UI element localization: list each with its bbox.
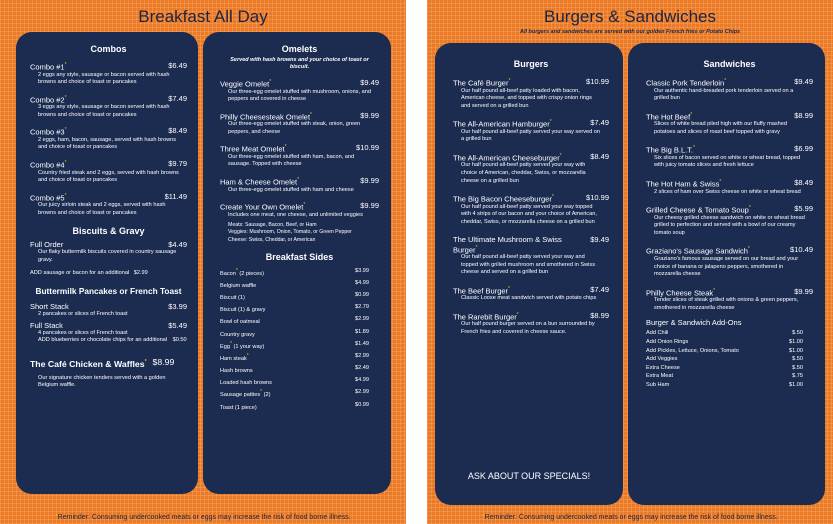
side-row (220, 303, 369, 315)
item-price: $9.49 (794, 77, 813, 86)
menu-item (646, 287, 813, 313)
menu-item (220, 201, 379, 219)
menu-item (30, 192, 187, 218)
side-name: Ham steak* (220, 352, 249, 362)
side-name: Biscuit (1) (220, 295, 245, 302)
sides-title: Breakfast Sides (265, 251, 334, 262)
star-icon: * (64, 62, 67, 68)
pancakes-addon (30, 337, 187, 345)
item-desc: Graziano's famous sausage served on our bread and your choice of banana or jalapeno peppers, smothered in mozzarella cheese (654, 255, 799, 278)
menu-item (30, 126, 187, 152)
star-icon: * (690, 111, 693, 118)
addon-name: Extra Meat (646, 373, 674, 380)
item-name: Combo #3* (30, 127, 67, 137)
side-price: $0.99 (355, 401, 369, 408)
star-icon: * (516, 311, 519, 318)
item-desc: Slices of white bread piled high with our fluffy mashed potatoes and slices of roast beef topped with gravy (654, 121, 787, 135)
star-icon: * (559, 152, 562, 159)
star-icon: * (64, 192, 67, 199)
star-icon: * (284, 144, 287, 151)
addons-list (646, 329, 803, 389)
side-price: $2.99 (355, 352, 369, 359)
addon-price: $1.00 (789, 381, 803, 388)
item-name: The Café Burger* (453, 78, 511, 88)
item-name: Three Meat Omelet* (220, 144, 287, 154)
side-row (220, 401, 369, 413)
item-price: $11.49 (164, 191, 187, 201)
side-name: Loaded hash browns (220, 380, 272, 387)
side-name: Sausage patties* (2) (220, 389, 271, 399)
item-price: $8.49 (590, 151, 609, 161)
item-name: The Hot Ham & Swiss* (646, 179, 722, 189)
biscuits-addon (30, 270, 187, 278)
menu-item (453, 193, 609, 226)
star-icon: * (310, 111, 312, 118)
side-name: Hash browns (220, 367, 253, 374)
omelet-options (220, 222, 379, 244)
item-price: $5.99 (794, 204, 813, 214)
item-price: $6.99 (794, 144, 813, 154)
item-price: $7.49 (590, 284, 609, 294)
full-stack-item (30, 321, 187, 338)
item-price: $7.49 (590, 118, 609, 128)
item-name: Combo #4* (30, 160, 67, 170)
menu-item (453, 285, 609, 303)
item-desc: Our half pound burger served on a bun surrounded by French fries and covered in cheese sauce. (461, 321, 595, 335)
star-icon: * (297, 177, 300, 184)
star-icon: * (549, 119, 552, 126)
side-row (220, 364, 369, 376)
star-icon: * (64, 94, 67, 101)
omelets-title: Omelets (281, 44, 318, 54)
star-icon: * (747, 246, 750, 253)
sandwiches-title: Sandwiches (703, 59, 756, 69)
item-desc: Our authentic hand-breaded pork tenderloin served on a grilled bun (654, 87, 794, 102)
side-row (220, 376, 369, 388)
item-price: $9.49 (360, 78, 379, 87)
item-price: $3.99 (168, 302, 187, 312)
star-icon: * (719, 179, 722, 186)
side-price: $1.49 (355, 340, 369, 347)
side-name: Toast (1 piece) (220, 404, 257, 411)
item-price: $10.99 (586, 193, 609, 203)
item-name: Ham & Cheese Omelet* (220, 177, 300, 187)
menu-item (30, 159, 187, 185)
star-icon: * (713, 287, 716, 294)
addon-row (646, 355, 803, 364)
addon-text: ADD sausage or bacon for an additional (30, 269, 130, 276)
addon-name: Add Veggies (646, 356, 678, 363)
side-price: $4.99 (355, 280, 369, 287)
addon-row (646, 329, 803, 338)
side-name: Biscuit (1) & gravy (220, 307, 266, 314)
item-name: The Rarebit Burger* (453, 311, 519, 322)
addon-name: Add Onion Rings (646, 339, 689, 345)
star-icon: * (724, 78, 727, 84)
item-name: The Big B.L.T.* (646, 145, 696, 155)
addon-name: Sub Ham (646, 381, 670, 388)
side-row (220, 315, 369, 327)
addon-price: $1.00 (789, 347, 803, 354)
side-name: Bacon* (2 pieces) (220, 267, 264, 277)
short-stack-item (30, 302, 187, 319)
addon-row (646, 347, 803, 356)
menu-item (453, 77, 609, 110)
addon-row (646, 364, 803, 373)
footer-reminder: *Reminder: Consuming undercooked meats or eggs may increase the risk of food borne illness. (55, 514, 351, 521)
menu-item (646, 245, 813, 278)
menu-item (453, 152, 609, 185)
breakfast-page (0, 0, 406, 524)
item-name: Full Stack (30, 320, 63, 330)
addon-price: $.75 (792, 373, 803, 380)
item-desc: Our cheesy grilled cheese sandwich on white or wheat bread grilled to perfection and served with a bowl of our creamy tomato soup (654, 214, 805, 236)
item-desc: 2 pancakes or slices of French toast (38, 311, 128, 318)
side-name: Bowl of oatmeal (220, 319, 260, 326)
addon-name: Extra Cheese (646, 364, 680, 371)
side-row (220, 279, 369, 291)
item-desc: Our signature chicken tenders served with a golden Belgium waffle. (38, 374, 166, 389)
star-icon: * (269, 79, 272, 85)
side-name: Belgium waffle (220, 282, 257, 289)
footer-reminder: *Reminder: Consuming undercooked meats or eggs may increase the risk of food borne illness. (482, 514, 778, 521)
page-subtitle: All burgers and sandwiches are served with our golden French fries or Potato Chips (519, 29, 741, 35)
item-desc: 2 eggs any style, sausage or bacon served with hash browns and choice of toast or pancakes (38, 71, 170, 86)
item-desc: Our flaky buttermilk biscuits covered in country sausage gravy. (38, 249, 177, 264)
item-name: Grilled Cheese & Tomato Soup* (646, 205, 751, 215)
menu-item (220, 143, 379, 169)
item-price: $9.99 (794, 286, 813, 296)
side-name: Country gravy (220, 331, 255, 338)
item-name: Philly Cheese Steak* (646, 287, 716, 298)
menu-item (646, 178, 813, 196)
item-name: The Ultimate Mushroom & Swiss Burger* (453, 234, 562, 255)
menu-item (220, 176, 379, 194)
item-price: $10.99 (356, 143, 379, 153)
burgers-panel (435, 43, 623, 505)
item-desc: Our three-egg omelet stuffed with steak, onion, green peppers, and cheese (228, 121, 361, 135)
menu-item (220, 78, 379, 104)
addon-price: $.50 (792, 356, 803, 363)
item-name: Veggie Omelet* (220, 79, 272, 89)
item-name: Classic Pork Tenderloin* (646, 78, 727, 88)
item-name: The All-American Cheeseburger* (453, 152, 562, 163)
sides-list (220, 267, 369, 413)
item-desc: 3 eggs any style, sausage or bacon served with hash browns and choice of toast or pancakes (38, 104, 170, 118)
side-price: $2.99 (355, 389, 369, 396)
biscuits-item (30, 240, 187, 264)
item-desc: Includes one meat, one cheese, and unlimited veggies (228, 211, 363, 218)
item-desc: 2 slices of ham over Swiss cheese on white or wheat bread (654, 188, 801, 195)
addon-price: $.50 (792, 364, 803, 371)
option-cheese: Cheese: Swiss, Cheddar, or American (228, 236, 316, 243)
item-price: $8.99 (590, 310, 609, 320)
item-desc: Our three-egg omelet stuffed with ham, bacon, and sausage. Topped with cheese (228, 153, 355, 168)
item-price: $4.49 (168, 240, 187, 250)
item-price: $10.99 (586, 77, 609, 86)
option-meats: Meats: Sausage, Bacon, Beef, or Ham (228, 222, 317, 229)
item-price: $10.49 (790, 245, 813, 255)
item-name: Combo #2* (30, 94, 67, 105)
item-price: $9.99 (360, 201, 379, 211)
side-price: $4.99 (355, 377, 369, 384)
item-desc: 2 eggs, ham, bacon, sausage, served with hash browns and choice of toast or pancakes (38, 136, 177, 151)
item-name: Philly Cheesesteak Omelet* (220, 111, 312, 122)
star-icon: * (64, 160, 67, 167)
addon-name: Add Chili (646, 330, 669, 337)
item-name: The All-American Hamburger* (453, 119, 552, 129)
side-row (220, 328, 369, 340)
item-desc: Our half pound all-beef patty served your way with choice of American, cheddar, Swiss, or mozzarella cheese on a grilled bun (461, 162, 586, 184)
addon-name: Add Pickles, Lettuce, Onions, Tomato (646, 347, 739, 354)
item-price: $9.79 (168, 159, 187, 169)
star-icon: * (693, 145, 696, 152)
item-desc: Our half pound all-beef patty served your way and topped with grilled mushroom and smothered in Swiss cheese and served on a grilled bun (461, 254, 596, 276)
specials-text: ASK ABOUT OUR SPECIALS! (467, 471, 591, 481)
omelets-panel (203, 32, 391, 494)
chicken-waffles-item (30, 357, 187, 390)
item-price: $8.99 (794, 110, 813, 120)
menu-item (453, 235, 609, 277)
side-row (220, 340, 369, 352)
item-price: $7.49 (168, 93, 187, 103)
biscuits-title: Biscuits & Gravy (72, 226, 145, 237)
item-name: Create Your Own Omelet* (220, 202, 306, 212)
item-desc: Our juicy sirloin steak and 2 eggs, served with hash browns and choice of toast or pancakes (38, 202, 166, 216)
side-row (220, 267, 369, 279)
addon-price: $1.00 (789, 339, 803, 345)
side-name: Egg* (1 your way) (220, 340, 265, 350)
combos-title: Combos (90, 44, 127, 54)
item-name: Combo #1* (30, 62, 67, 72)
star-icon: * (508, 285, 510, 292)
item-price: $9.99 (360, 176, 379, 186)
item-name: The Big Bacon Cheeseburger* (453, 194, 554, 204)
side-row (220, 291, 369, 303)
star-icon: * (64, 127, 67, 134)
item-desc: Our half pound all-beef patty served your way served on a grilled bun (461, 128, 600, 143)
item-desc: 4 pancakes or slices of French toast (38, 329, 128, 336)
item-desc: Tender slices of steak grilled with onions & green peppers, smothered in mozzarella cheese (654, 297, 799, 311)
item-desc: Our half pound all-beef patty loaded with bacon, American cheese, and topped with crispy onion rings and served on a grilled bun (461, 87, 592, 109)
addon-price: $2.99 (133, 269, 148, 276)
item-name: Combo #5* (30, 192, 67, 203)
menu-item (453, 118, 609, 144)
page-title: Breakfast All Day (138, 7, 268, 26)
menu-item (646, 144, 813, 170)
menu-item (646, 77, 813, 103)
item-price: $8.49 (168, 126, 187, 136)
addon-price: $0.50 (172, 337, 187, 344)
item-price: $8.99 (152, 356, 175, 367)
addon-row (646, 381, 803, 390)
item-price: $6.49 (168, 61, 187, 70)
menu-item (453, 311, 609, 337)
item-name: The Café Chicken & Waffles* (30, 358, 147, 369)
omelets-subtitle: Served with hash browns and your choice of toast or biscuit. (230, 57, 369, 70)
item-desc: Country fried steak and 2 eggs, served with hash browns and choice of toast or pancakes (38, 169, 179, 184)
item-desc: Classic Loose meat sandwich served with potato chips (461, 295, 597, 302)
star-icon: * (508, 78, 511, 84)
side-row (220, 388, 369, 400)
burgers-title: Burgers (513, 59, 549, 69)
side-price: $0.99 (355, 292, 369, 299)
menu-item (30, 94, 187, 120)
option-veggies: Veggies: Mushroom, Onion, Tomato, or Green Pepper (228, 229, 352, 236)
item-desc: Six slices of bacon served on white or wheat bread, topped with juicy tomato slices and fresh lettuce (654, 154, 801, 169)
addon-row (646, 372, 803, 381)
side-price: $1.89 (355, 328, 369, 335)
combos-panel (16, 32, 198, 494)
item-name: The Beef Burger* (453, 285, 510, 296)
burgers-page (427, 0, 833, 524)
side-price: $2.49 (355, 365, 369, 372)
menu-item (220, 111, 379, 137)
star-icon: * (303, 202, 306, 209)
star-icon: * (475, 244, 478, 251)
pancakes-title: Buttermilk Pancakes or French Toast (35, 286, 182, 297)
item-name: Full Order (30, 240, 64, 250)
addon-row (646, 338, 803, 347)
star-icon: * (551, 194, 554, 201)
item-desc: Our three-egg omelet stuffed with ham and cheese (228, 186, 354, 193)
star-icon: * (748, 205, 751, 212)
side-price: $2.99 (355, 316, 369, 323)
menu-item (646, 204, 813, 237)
menu-item (30, 61, 187, 87)
addon-price: $.50 (792, 330, 803, 337)
side-price: $2.79 (355, 304, 369, 311)
addons-title: Burger & Sandwich Add-Ons (646, 318, 742, 328)
item-desc: Our half pound all-beef patty served your way topped with 4 strips of our bacon and your choice of American, cheddar, Swiss, or mozzarella cheese on a grilled bun (461, 203, 597, 225)
side-price: $3.99 (355, 267, 369, 274)
item-name: The Hot Beef* (646, 111, 693, 122)
item-price: $8.49 (794, 178, 813, 188)
sandwiches-panel (628, 43, 825, 505)
item-name: Short Stack (30, 302, 69, 312)
item-price: $9.49 (590, 234, 609, 244)
page-title: Burgers & Sandwiches (544, 7, 716, 26)
addon-text: ADD blueberries or chocolate chips for an additional (38, 337, 168, 344)
item-name: Graziano's Sausage Sandwich* (646, 246, 750, 256)
menu-item (646, 111, 813, 137)
item-price: $9.99 (360, 110, 379, 120)
item-price: $5.49 (168, 320, 187, 330)
item-desc: Our three-egg omelet stuffed with mushroom, onions, and peppers and covered in cheese (228, 88, 371, 103)
side-row (220, 352, 369, 364)
